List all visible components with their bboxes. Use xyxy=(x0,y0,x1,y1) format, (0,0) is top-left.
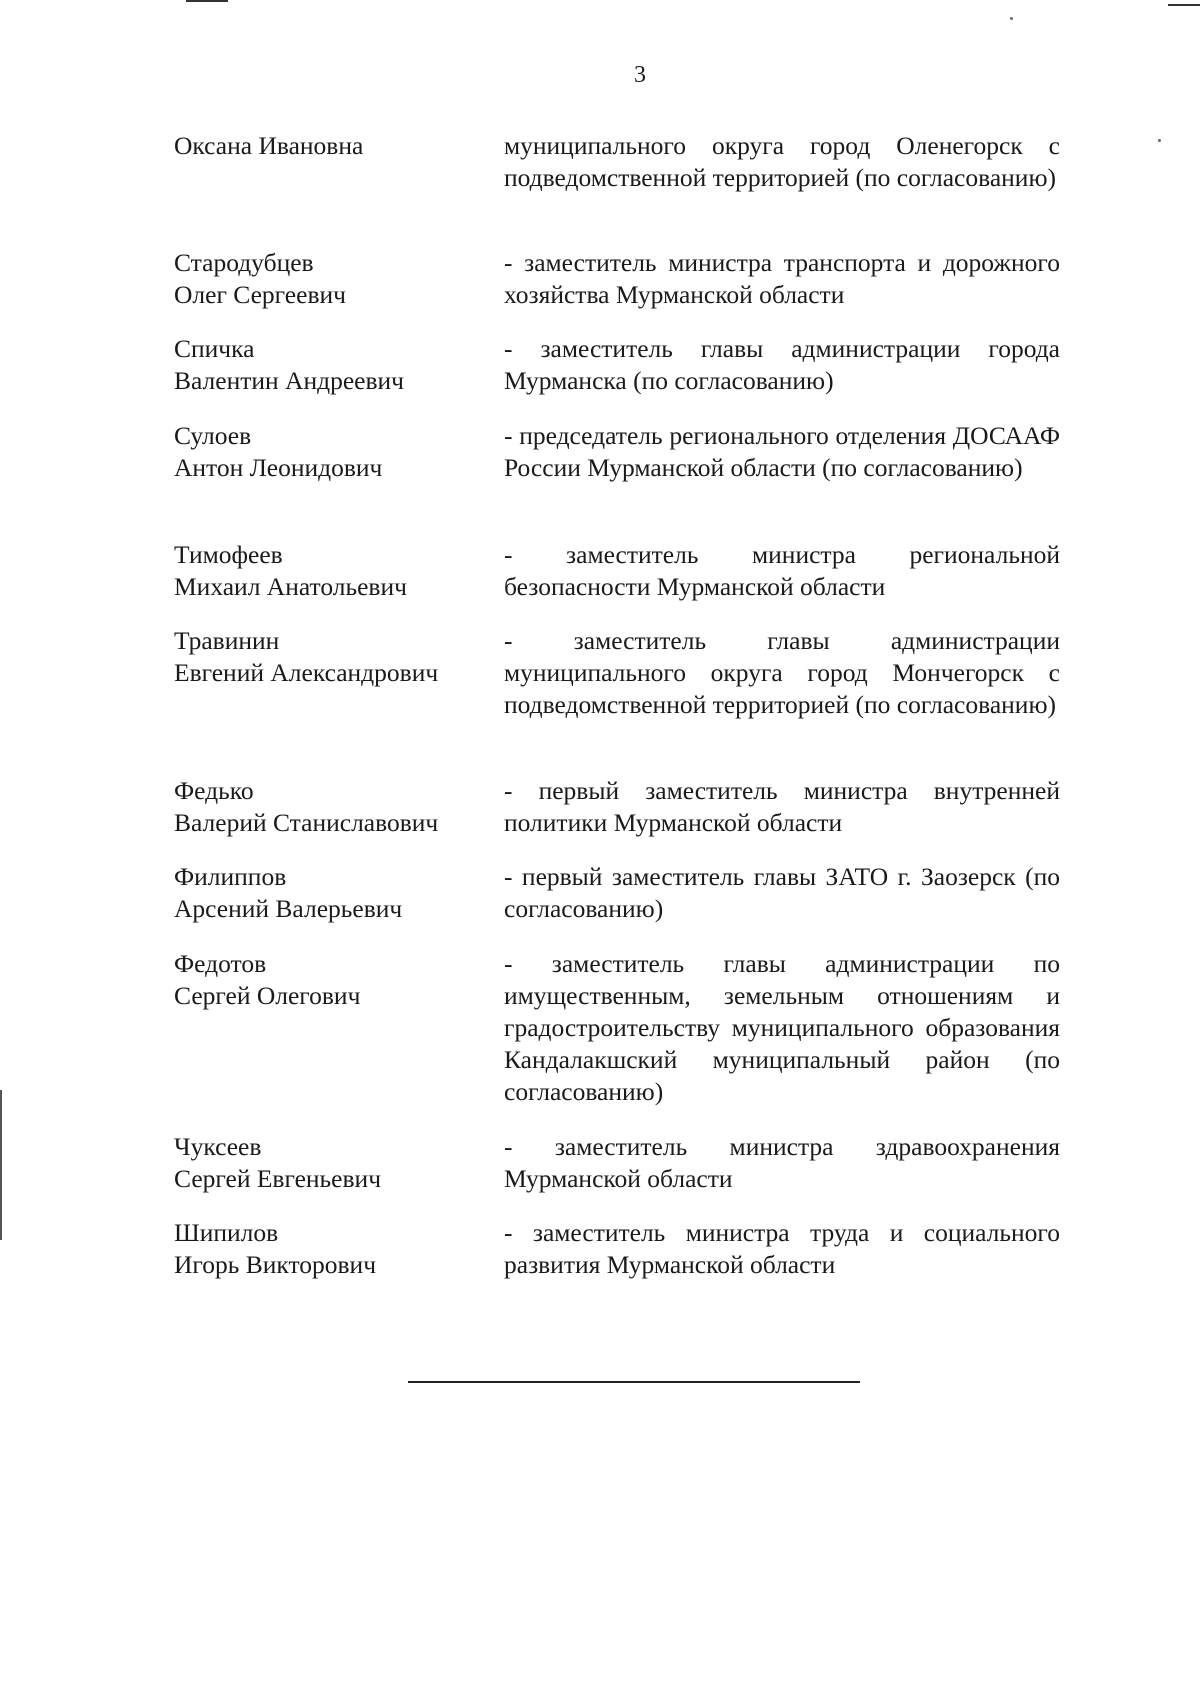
member-name-line: Валерий Станиславович xyxy=(174,808,439,837)
scan-mark-top-left xyxy=(186,0,228,2)
member-name-line: Чуксеев xyxy=(174,1132,262,1161)
member-name xyxy=(174,1217,484,1281)
member-name-line: Стародубцев xyxy=(174,248,314,277)
member-role: - заместитель главы администрации по имущественным, земельным отношениям и градостроительству муниципального образования Кандалакшский муниципальный район (по согласованию) xyxy=(504,949,1060,1106)
member-role: - заместитель главы администрации города Мурманска (по согласованию) xyxy=(504,334,1060,395)
member-name-line: Федько xyxy=(174,776,254,805)
member-name-line: Игорь Викторович xyxy=(174,1250,377,1279)
member-name-line: Спичка xyxy=(174,334,255,363)
member-name-line: Федотов xyxy=(174,949,267,978)
member-name xyxy=(174,948,484,1012)
member-role: - заместитель министра региональной безопасности Мурманской области xyxy=(504,540,1060,601)
member-name-line: Сулоев xyxy=(174,421,252,450)
member-name xyxy=(174,625,484,689)
member-name xyxy=(174,861,484,925)
member-name-line: Антон Леонидович xyxy=(174,453,383,482)
member-name-line: Оксана Ивановна xyxy=(174,131,364,160)
member-name-line: Арсений Валерьевич xyxy=(174,894,403,923)
closing-rule xyxy=(408,1381,860,1383)
member-name xyxy=(174,420,484,484)
member-name xyxy=(174,775,484,839)
member-name-line: Олег Сергеевич xyxy=(174,280,346,309)
member-role: - заместитель министра транспорта и дорожного хозяйства Мурманской области xyxy=(504,248,1060,309)
member-name-line: Валентин Андреевич xyxy=(174,366,404,395)
member-name-line: Шипилов xyxy=(174,1218,279,1247)
scan-mark-left-edge xyxy=(0,1090,2,1240)
member-name-line: Филиппов xyxy=(174,862,287,891)
member-role: - заместитель главы администрации муниципального округа город Мончегорск с подведомственной территорией (по согласованию) xyxy=(504,626,1060,719)
member-name-line: Травинин xyxy=(174,626,280,655)
member-role: - заместитель министра здравоохранения Мурманской области xyxy=(504,1132,1060,1193)
scan-speck xyxy=(1010,17,1013,20)
member-name xyxy=(174,539,484,603)
scan-speck xyxy=(1158,139,1161,142)
member-name xyxy=(174,130,484,162)
member-name-line: Сергей Евгеньевич xyxy=(174,1164,382,1193)
member-name-line: Тимофеев xyxy=(174,540,283,569)
member-role: - первый заместитель министра внутренней политики Мурманской области xyxy=(504,776,1060,837)
member-name-line: Евгений Александрович xyxy=(174,658,439,687)
member-role: - заместитель министра труда и социального развития Мурманской области xyxy=(504,1218,1060,1279)
member-role: - первый заместитель главы ЗАТО г. Заозерск (по согласованию) xyxy=(504,862,1060,923)
page-number: 3 xyxy=(634,62,646,88)
scan-mark-top-right xyxy=(1168,4,1200,6)
member-role: муниципального округа город Оленегорск с подведомственной территорией (по согласованию) xyxy=(504,131,1060,192)
member-name-line: Сергей Олегович xyxy=(174,981,361,1010)
member-name-line: Михаил Анатольевич xyxy=(174,572,407,601)
member-name xyxy=(174,247,484,311)
member-role: - председатель регионального отделения ДОСААФ России Мурманской области (по согласованию) xyxy=(504,421,1060,482)
member-name xyxy=(174,333,484,397)
member-name xyxy=(174,1131,484,1195)
